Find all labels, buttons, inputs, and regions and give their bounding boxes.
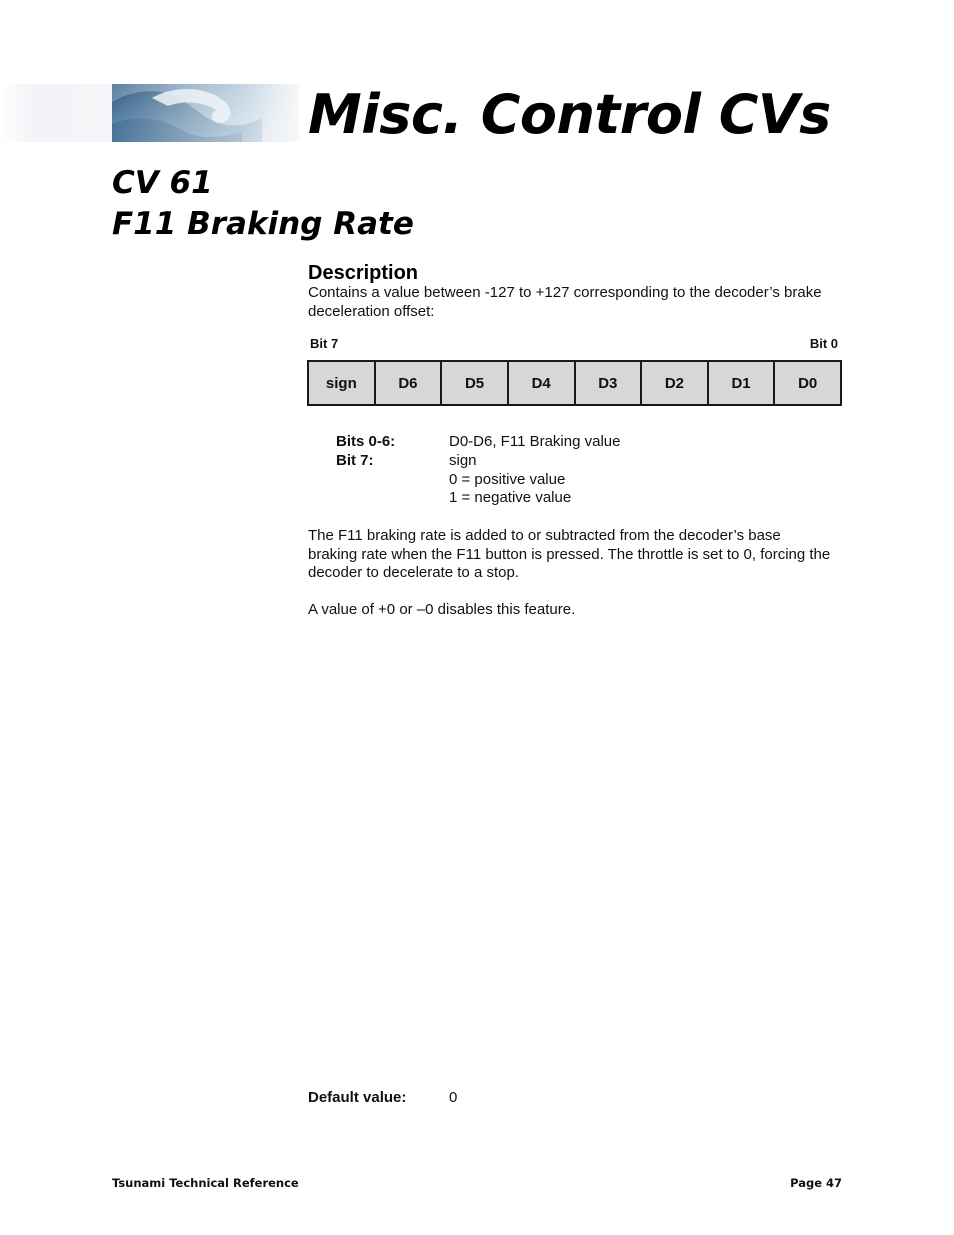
bit-7-label: Bit 7 (310, 336, 339, 351)
definition-value: 1 = negative value (449, 489, 572, 506)
page-title: Misc. Control CVs (308, 83, 831, 146)
description-text: Contains a value between -127 to +127 corresponding to the decoder’s brake deceleration offset: (308, 284, 822, 320)
default-value: 0 (449, 1089, 458, 1106)
bit-cell-sign: sign (325, 374, 357, 392)
definition-label: Bits 0-6: (336, 433, 396, 450)
bit-cell-d1: D1 (707, 362, 774, 404)
body-paragraph: A value of +0 or –0 disables this feature. (308, 601, 576, 618)
bit-cell-d2: D2 (640, 362, 707, 404)
description-heading: Description (308, 262, 419, 284)
bit-cell-d3: D3 (574, 362, 641, 404)
default-value-label: Default value: (308, 1089, 407, 1106)
bit-0-label: Bit 0 (809, 336, 838, 351)
footer-page-number: Page 47 (790, 1176, 842, 1190)
definition-value: 0 = positive value (449, 470, 566, 488)
bit-cell-d6: D6 (374, 362, 441, 404)
body-paragraph: The F11 braking rate is added to or subtracted from the decoder’s base braking rate when the F11 button is pressed. The throttle is set to 0, forcing the decoder to decelerate to a stop. (308, 527, 831, 582)
definition-value: sign (449, 452, 477, 469)
definition-value: D0-D6, F11 Braking value (449, 433, 621, 450)
cv-name: F11 Braking Rate (112, 206, 414, 242)
bit-table (307, 360, 842, 406)
footer-document-title: Tsunami Technical Reference (112, 1176, 299, 1190)
bit-cell-d5: D5 (440, 362, 507, 404)
bit-cell-d4: D4 (507, 362, 574, 404)
bit-cell-d0: D0 (773, 362, 840, 404)
definition-label: Bit 7: (336, 452, 374, 469)
ocean-wave-icon (112, 84, 298, 142)
cv-number: CV 61 (112, 165, 213, 201)
